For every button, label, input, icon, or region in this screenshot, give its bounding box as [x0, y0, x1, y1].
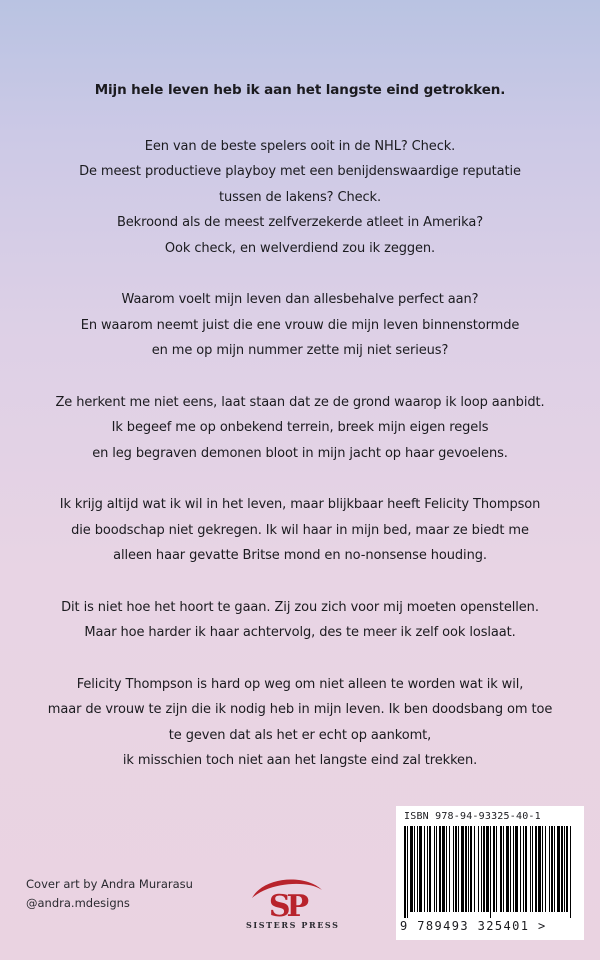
barcode-bar: [503, 826, 504, 912]
barcode-bar: [506, 826, 509, 912]
barcode-bar: [453, 826, 454, 912]
blurb-line: maar de vrouw te zijn die ik nodig heb in mijn leven. Ik ben doodsbang om toe: [47, 702, 553, 717]
designer-handle: @andra.mdesigns: [26, 896, 130, 910]
publisher-logo: [246, 872, 340, 936]
publisher-monogram-icon: [246, 872, 328, 920]
isbn-barcode: [396, 806, 584, 940]
barcode-bar: [493, 826, 495, 912]
blurb-paragraph: [40, 134, 560, 262]
barcode-bar: [446, 826, 447, 912]
barcode-bar: [490, 826, 491, 918]
barcode-bar: [538, 826, 541, 912]
blurb-line: Ik begeef me op onbekend terrein, breek mijn eigen regels: [111, 420, 489, 435]
barcode-bar: [500, 826, 502, 912]
blurb: [40, 78, 560, 800]
publisher-name: SISTERS PRESS: [246, 920, 340, 930]
blurb-paragraph: [40, 287, 560, 364]
barcode-bar: [483, 826, 485, 912]
barcode-bar: [414, 826, 415, 912]
blurb-line: Ze herkent me niet eens, laat staan dat ze de grond waarop ik loop aanbidt.: [55, 394, 545, 410]
blurb-line: Maar hoe harder ik haar achtervolg, des te meer ik zelf ook loslaat.: [84, 625, 516, 640]
blurb-line: Felicity Thompson is hard op weg om niet alleen te worden wat ik wil,: [76, 676, 524, 692]
blurb-paragraph: [40, 390, 560, 467]
blurb-line: ik misschien toch niet aan het langste eind zal trekken.: [122, 753, 478, 768]
barcode-bar: [410, 826, 413, 912]
barcode-bar: [470, 826, 472, 912]
blurb-line: Een van de beste spelers ooit in de NHL? Check.: [144, 138, 456, 154]
barcode-bar: [523, 826, 524, 912]
barcode-bar: [566, 826, 568, 912]
barcode-bar: [449, 826, 450, 912]
blurb-line: Waarom voelt mijn leven dan allesbehalve perfect aan?: [121, 292, 479, 307]
blurb-line: te geven dat als het er echt op aankomt,: [168, 727, 432, 743]
barcode-bar: [561, 826, 563, 912]
barcode-bar: [570, 826, 571, 918]
barcode-bar: [429, 826, 431, 912]
barcode-bar: [436, 826, 437, 912]
blurb-line: Bekroond als de meest zelfverzekerde atleet in Amerika?: [116, 215, 484, 230]
barcode-bar: [442, 826, 445, 912]
barcode-bar: [535, 826, 537, 912]
blurb-line: die boodschap niet gekregen. Ik wil haar in mijn bed, maar ze biedt me: [71, 522, 529, 538]
blurb-line: en leg begraven demonen bloot in mijn jacht op haar gevoelens.: [92, 445, 508, 461]
blurb-line: De meest productieve playboy met een benijdenswaardige reputatie: [79, 164, 521, 179]
barcode-bar: [557, 826, 560, 912]
barcode-bar: [515, 826, 518, 912]
barcode-bar: [468, 826, 469, 912]
blurb-line: Ik krijg altijd wat ik wil in het leven, maar blijkbaar heeft Felicity Thompson: [59, 497, 541, 512]
barcode-bar: [564, 826, 565, 912]
isbn-label: ISBN 978-94-93325-40-1: [404, 811, 541, 822]
barcode-bar: [478, 826, 479, 912]
barcode-bar: [525, 826, 527, 912]
barcode-digits: 9 789493 325401 >: [400, 919, 547, 933]
barcode-bar: [455, 826, 457, 912]
blurb-paragraph: [40, 595, 560, 646]
barcode-bar: [458, 826, 459, 912]
cover-credit: [26, 875, 193, 913]
blurb-headline: Mijn hele leven heb ik aan het langste eind getrokken.: [94, 82, 506, 98]
barcode-bar: [545, 826, 546, 912]
barcode-bar: [465, 826, 467, 912]
barcode-bar: [532, 826, 533, 912]
barcode-bar: [486, 826, 489, 912]
barcode-bar: [419, 826, 422, 912]
barcode-bar: [427, 826, 428, 912]
barcode-bar: [530, 826, 531, 912]
blurb-paragraph: [40, 492, 560, 569]
barcode-bar: [404, 826, 406, 918]
barcode-bar: [461, 826, 464, 912]
blurb-line: alleen haar gevatte Britse mond en no-nonsense houding.: [113, 548, 487, 563]
barcode-bar: [474, 826, 475, 912]
blurb-line: En waarom neemt juist die ene vrouw die mijn leven binnenstormde: [80, 317, 520, 333]
barcode-bar: [549, 826, 550, 912]
barcode-bar: [551, 826, 553, 912]
cover-art-credit: Cover art by Andra Murarasu: [26, 877, 193, 891]
publisher-monogram: SP: [268, 889, 306, 920]
blurb-line: Ook check, en welverdiend zou ik zeggen.: [164, 240, 436, 256]
barcode-bar: [481, 826, 482, 912]
barcode-bar: [496, 826, 497, 912]
blurb-line: en me op mijn nummer zette mij niet serieus?: [151, 343, 449, 358]
barcode-bar: [554, 826, 555, 912]
barcode-bar: [434, 826, 435, 912]
barcode-bar: [520, 826, 521, 912]
barcode-bars: [402, 826, 578, 918]
blurb-line: tussen de lakens? Check.: [218, 189, 382, 205]
blurb-line: Dit is niet hoe het hoort te gaan. Zij zou zich voor mij moeten openstellen.: [61, 599, 539, 615]
barcode-bar: [542, 826, 543, 912]
blurb-paragraph: [40, 672, 560, 774]
barcode-bar: [424, 826, 425, 912]
barcode-bar: [417, 826, 418, 912]
barcode-bar: [513, 826, 514, 912]
barcode-bar: [510, 826, 511, 912]
barcode-bar: [407, 826, 408, 918]
barcode-bar: [439, 826, 441, 912]
